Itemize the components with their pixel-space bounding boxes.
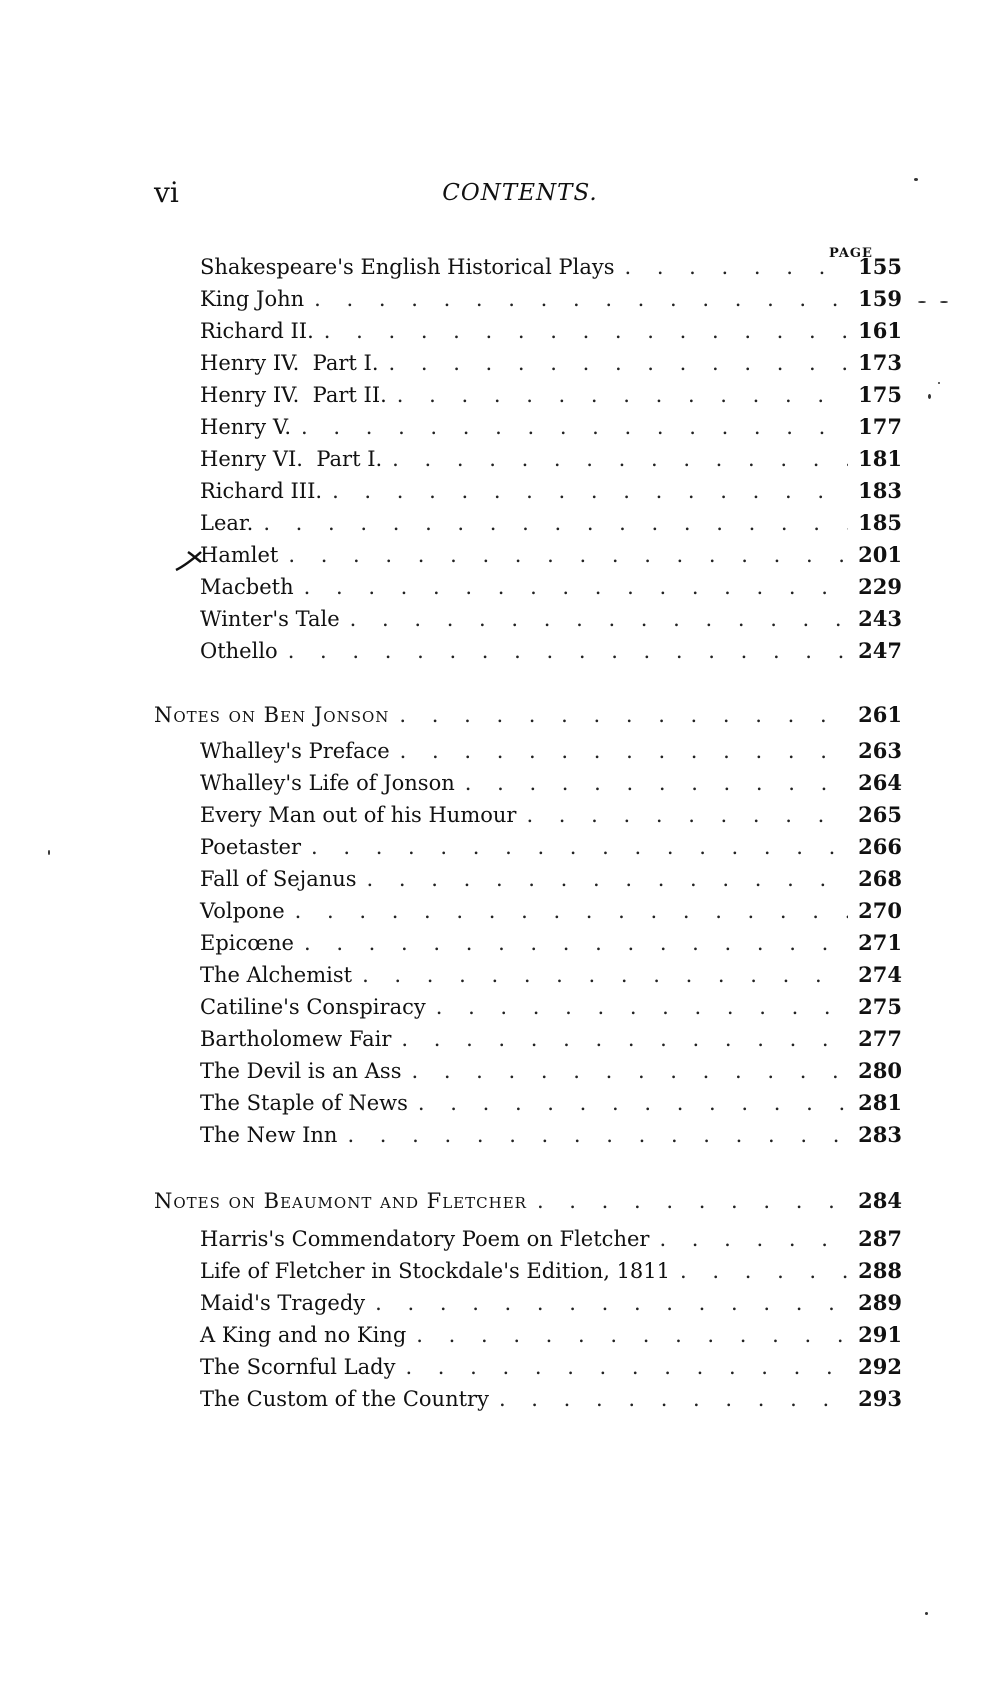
toc-entry	[200, 1122, 902, 1154]
page-column-label: PAGE	[829, 246, 873, 261]
toc-entry-page: 177	[858, 414, 902, 439]
toc-entry-page: 247	[858, 638, 902, 663]
toc-entry-title: The Scornful Lady	[200, 1355, 396, 1379]
toc-entry-page: 293	[858, 1386, 902, 1411]
toc-entry	[200, 382, 902, 414]
toc-entry-title: Macbeth	[200, 575, 294, 599]
toc-entry	[200, 898, 902, 930]
toc-entry	[200, 802, 902, 834]
toc-entry-title: Life of Fletcher in Stockdale's Edition, 1811	[200, 1259, 671, 1283]
toc-entry-title: The Devil is an Ass	[200, 1059, 402, 1083]
toc-entry	[200, 962, 902, 994]
toc-entry-page: 287	[858, 1226, 902, 1251]
toc-entry-title: Whalley's Life of Jonson	[200, 771, 455, 795]
print-speck	[928, 394, 931, 399]
toc-entry-page: 283	[858, 1122, 902, 1147]
toc-entry	[200, 834, 902, 866]
print-speck	[918, 301, 926, 303]
toc-section-page: 284	[858, 1188, 902, 1213]
toc-entry-title: The Alchemist	[200, 963, 353, 987]
toc-entry	[200, 286, 902, 318]
toc-entry	[200, 350, 902, 382]
toc-entry	[200, 414, 902, 446]
print-speck	[914, 178, 918, 181]
toc-entry-title: Fall of Sejanus	[200, 867, 357, 891]
toc-entry-page: 270	[858, 898, 902, 923]
print-speck	[938, 382, 940, 384]
print-speck	[48, 850, 50, 855]
toc-entry-page: 175	[858, 382, 902, 407]
toc-entry-title: Lear.	[200, 511, 254, 535]
toc-entry	[200, 574, 902, 606]
toc-entry	[200, 930, 902, 962]
toc-section	[154, 1188, 902, 1220]
toc-entry-page: 274	[858, 962, 902, 987]
toc-entry-title: Bartholomew Fair	[200, 1027, 392, 1051]
toc-entry-title: Henry VI. Part I.	[200, 447, 383, 471]
toc-entry-title: Maid's Tragedy	[200, 1291, 366, 1315]
toc-entry-page: 275	[858, 994, 902, 1019]
toc-entry	[200, 542, 902, 574]
toc-entry-page: 268	[858, 866, 902, 891]
toc-entry-title: Othello	[200, 639, 278, 663]
toc-entry-page: 280	[858, 1058, 902, 1083]
toc-entry	[200, 638, 902, 670]
toc-entry	[200, 738, 902, 770]
toc-entry-title: Winter's Tale	[200, 607, 340, 631]
toc-entry	[200, 446, 902, 478]
toc-entry	[200, 770, 902, 802]
toc-entry-page: 277	[858, 1026, 902, 1051]
toc-section-title: Notes on Ben Jonson	[154, 703, 390, 727]
toc-entry	[200, 1058, 902, 1090]
toc-entry-title: The Staple of News	[200, 1091, 408, 1115]
toc-entry-title: Hamlet	[200, 543, 279, 567]
toc-entry-page: 201	[858, 542, 902, 567]
toc-entry-title: Poetaster	[200, 835, 301, 859]
toc-entry	[200, 1354, 902, 1386]
toc-entry	[200, 1258, 902, 1290]
page-number: vi	[154, 176, 179, 209]
toc-entry-page: 229	[858, 574, 902, 599]
toc-entry-page: 288	[858, 1258, 902, 1283]
toc-entry-page: 161	[858, 318, 902, 343]
toc-entry-page: 292	[858, 1354, 902, 1379]
toc-entry-title: Henry V.	[200, 415, 292, 439]
toc-entry	[200, 866, 902, 898]
toc-entry-page: 173	[858, 350, 902, 375]
toc-entry-title: A King and no King	[200, 1323, 407, 1347]
toc-entry	[200, 1226, 902, 1258]
toc-entry-title: The Custom of the Country	[200, 1387, 489, 1411]
toc-entry	[200, 1090, 902, 1122]
toc-entry-title: Richard III.	[200, 479, 323, 503]
toc-entry-page: 181	[858, 446, 902, 471]
toc-section	[154, 702, 902, 734]
toc-entry	[200, 606, 902, 638]
toc-entry-page: 289	[858, 1290, 902, 1315]
toc-entry	[200, 1026, 902, 1058]
toc-entry-title: Henry IV. Part II.	[200, 383, 387, 407]
toc-entry-page: 243	[858, 606, 902, 631]
toc-entry-title: King John	[200, 287, 305, 311]
toc-entry	[200, 1322, 902, 1354]
toc-entry-page: 155	[858, 254, 902, 279]
toc-entry-title: Catiline's Conspiracy	[200, 995, 426, 1019]
print-speck	[940, 301, 948, 303]
toc-entry-page: 281	[858, 1090, 902, 1115]
toc-entry	[200, 254, 902, 286]
toc-entry-page: 263	[858, 738, 902, 763]
toc-entry-title: Whalley's Preface	[200, 739, 390, 763]
page-title: CONTENTS.	[442, 180, 598, 206]
toc-section-page: 261	[858, 702, 902, 727]
toc-entry-page: 271	[858, 930, 902, 955]
toc-entry-title: Harris's Commendatory Poem on Fletcher	[200, 1227, 650, 1251]
toc-entry-title: Richard II.	[200, 319, 314, 343]
toc-entry-page: 265	[858, 802, 902, 827]
print-speck	[925, 1612, 928, 1615]
toc-entry-page: 185	[858, 510, 902, 535]
toc-entry-title: Shakespeare's English Historical Plays	[200, 255, 615, 279]
toc-entry-title: Epicœne	[200, 931, 294, 955]
toc-entry-title: Volpone	[200, 899, 285, 923]
toc-entry-page: 159	[858, 286, 902, 311]
toc-entry	[200, 510, 902, 542]
toc-entry	[200, 478, 902, 510]
toc-entry-page: 266	[858, 834, 902, 859]
toc-entry-title: Henry IV. Part I.	[200, 351, 379, 375]
toc-entry	[200, 1290, 902, 1322]
toc-entry-title: Every Man out of his Humour	[200, 803, 517, 827]
toc-entry-title: The New Inn	[200, 1123, 338, 1147]
toc-entry-page: 183	[858, 478, 902, 503]
toc-entry	[200, 1386, 902, 1418]
toc-entry	[200, 994, 902, 1026]
toc-entry	[200, 318, 902, 350]
toc-entry-page: 291	[858, 1322, 902, 1347]
toc-section-title: Notes on Beaumont and Fletcher	[154, 1189, 527, 1213]
toc-entry-page: 264	[858, 770, 902, 795]
